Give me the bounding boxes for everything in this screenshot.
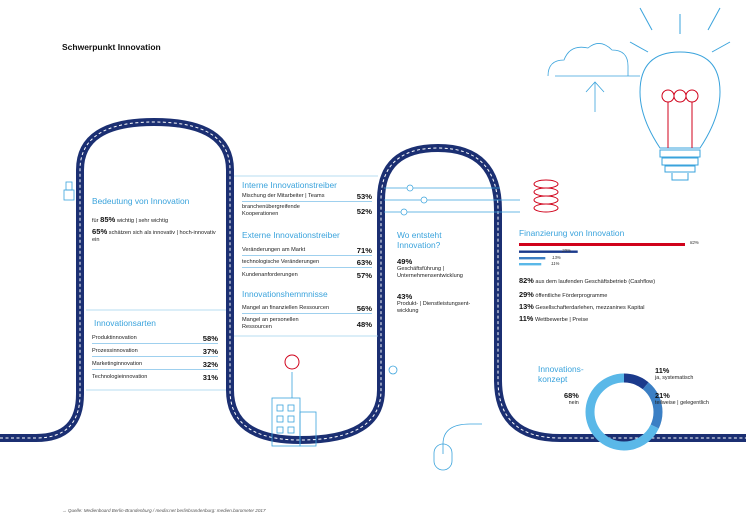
hemmnisse-heading: Innovationshemmnisse — [242, 289, 328, 299]
slice-pct: 21% — [655, 391, 670, 400]
row-label: Mangel an finanziellen Ressourcen — [242, 305, 330, 311]
donut-label-teilweise — [655, 393, 709, 406]
lightbulb-icon — [630, 8, 730, 180]
table-row — [242, 304, 372, 314]
row-value: 48% — [356, 319, 372, 329]
row-value: 58% — [202, 334, 218, 343]
page-title: Schwerpunkt Innovation — [62, 42, 161, 52]
row-value: 32% — [202, 360, 218, 369]
wo-label-1: Geschäftsführung | Unternehmensentwicklung — [397, 266, 463, 279]
bedeutung-line-2 — [92, 228, 224, 244]
wo-pct-1: 49% — [397, 257, 413, 266]
finanzierung-item — [519, 302, 645, 311]
wo-pct-2: 43% — [397, 292, 413, 301]
finanzierung-item — [519, 314, 588, 323]
table-row — [242, 246, 372, 256]
row-value: 71% — [356, 246, 372, 255]
bedeutung-text-1: wichtig | sehr wichtig — [116, 218, 169, 224]
item-text: aus dem laufenden Geschäftsbetrieb (Cashflow) — [535, 279, 656, 285]
coins-icon — [534, 180, 558, 212]
item-text: Wettbewerbe | Preise — [534, 317, 589, 323]
filament-icon — [662, 90, 698, 148]
row-label: Prozessinnovation — [92, 348, 138, 354]
bar-label: 82% — [690, 240, 699, 245]
row-value: 52% — [356, 206, 372, 216]
row-label: Mischung der Mitarbeiter | Teams — [242, 193, 325, 199]
row-value: 57% — [356, 271, 372, 280]
row-label: Technologieinnovation — [92, 374, 148, 380]
table-row — [242, 204, 372, 218]
row-label: Mangel an personellen Ressourcen — [242, 317, 299, 330]
item-pct: 13% — [519, 302, 534, 311]
gear-icon — [389, 366, 397, 374]
row-label: Veränderungen am Markt — [242, 247, 306, 253]
bedeutung-text-2: schätzen sich als innovativ | hoch-innovativ ein — [92, 230, 216, 243]
slice-label: teilweise | gelegentlich — [655, 399, 709, 406]
bedeutung-pct-1: 85% — [100, 215, 116, 224]
financing-bar — [519, 257, 545, 259]
slice-label: nein — [568, 399, 579, 406]
row-value: 37% — [202, 347, 218, 356]
table-row — [92, 334, 218, 344]
finanzierung-item — [519, 276, 655, 285]
row-label: Kundenanforderungen — [242, 272, 298, 278]
row-value: 31% — [202, 373, 218, 382]
item-pct: 82% — [519, 276, 534, 285]
item-pct: 29% — [519, 290, 534, 299]
slice-label: ja, systematisch — [655, 374, 694, 381]
interne-heading: Interne Innovationstreiber — [242, 180, 337, 190]
mouse-icon — [434, 424, 482, 470]
item-text: Gesellschafterdarlehen, mezzanines Kapital — [535, 305, 645, 311]
cloud-upload-icon — [548, 43, 640, 112]
externe-heading: Externe Innovationstreiber — [242, 230, 340, 240]
slice-pct: 11% — [655, 366, 670, 375]
financing-bar — [519, 243, 685, 246]
bedeutung-prefix: für — [92, 218, 99, 224]
row-value: 53% — [356, 192, 372, 201]
donut-label-nein — [564, 393, 579, 406]
puzzle-icon — [64, 182, 74, 200]
source-note: → Quelle: Medienboard Berlin-Brandenburg / media:net berlinbrandenburg: medien.barometer 2017 — [62, 508, 266, 513]
bedeutung-heading: Bedeutung von Innovation — [92, 196, 190, 206]
row-value: 56% — [356, 304, 372, 313]
finanzierung-heading: Finanzierung von Innovation — [519, 228, 625, 238]
financing-bar — [519, 263, 541, 265]
wo-label-2: Produkt- | Dienstleistungsent-wicklung — [397, 301, 471, 314]
row-label: Produktinnovation — [92, 335, 137, 341]
table-row — [92, 373, 218, 382]
row-label: Marketinginnovation — [92, 361, 143, 367]
bedeutung-pct-2: 65% — [92, 227, 108, 236]
table-row — [92, 360, 218, 370]
table-row — [242, 317, 372, 331]
row-label: technologische Veränderungen — [242, 259, 320, 265]
table-row — [92, 347, 218, 357]
financing-bars — [519, 243, 685, 265]
wo-heading: Wo entsteht Innovation? — [397, 230, 442, 250]
pin-icon — [285, 355, 299, 369]
row-label: branchenübergreifende Kooperationen — [242, 204, 300, 217]
finanzierung-item — [519, 290, 607, 299]
donut-label-ja — [655, 368, 693, 381]
bar-label: 13% — [552, 255, 561, 260]
item-text: öffentliche Förderprogramme — [535, 293, 608, 299]
table-row — [242, 271, 372, 280]
item-pct: 11% — [519, 314, 534, 323]
konzept-heading: Innovations-konzept — [538, 364, 584, 384]
bedeutung-line-1 — [92, 216, 224, 225]
row-value: 63% — [356, 258, 372, 267]
innovationsarten-heading: Innovationsarten — [94, 318, 156, 328]
table-row — [242, 192, 372, 202]
bar-label: 29% — [562, 248, 571, 253]
bar-label: 11% — [551, 261, 560, 266]
table-row — [242, 258, 372, 268]
slice-pct: 68% — [564, 391, 579, 400]
